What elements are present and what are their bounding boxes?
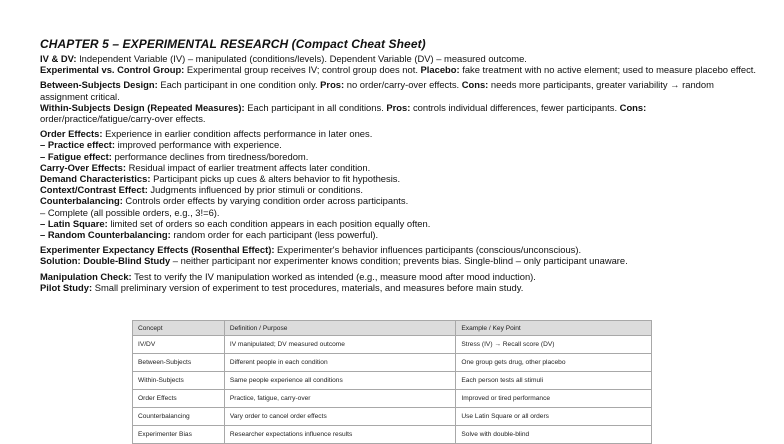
table-cell: Counterbalancing	[133, 408, 225, 426]
table-row	[133, 336, 652, 354]
table-cell: Between-Subjects	[133, 354, 225, 372]
note-carry-over: Carry-Over Effects: Residual impact of earlier treatment affects later condition.	[40, 161, 371, 173]
note-fatigue-effect: – Fatigue effect: performance declines from tiredness/boredom.	[40, 150, 309, 162]
note-complete-counterbalancing: – Complete (all possible orders, e.g., 3!=6).	[40, 206, 220, 218]
table-cell: Experimenter Bias	[133, 426, 225, 444]
table-cell: Researcher expectations influence results	[224, 426, 456, 444]
note-experimenter-expectancy: Experimenter Expectancy Effects (Rosenthal Effect): Experimenter's behavior influences participants (conscious/unconscious).	[40, 244, 582, 256]
table-cell: Order Effects	[133, 390, 225, 408]
table-cell: Same people experience all conditions	[224, 372, 456, 390]
summary-table	[132, 320, 652, 444]
table-header-cell: Example / Key Point	[456, 321, 652, 336]
table-cell: IV manipulated; DV measured outcome	[224, 336, 456, 354]
table-row	[133, 354, 652, 372]
note-random-counterbalancing: – Random Counterbalancing: random order for each participant (less powerful).	[40, 229, 379, 241]
table-row	[133, 390, 652, 408]
table-header-cell: Definition / Purpose	[224, 321, 456, 336]
table-cell: Practice, fatigue, carry-over	[224, 390, 456, 408]
note-context-effect: Context/Contrast Effect: Judgments influenced by prior stimuli or conditions.	[40, 184, 364, 196]
note-within-subjects: Within-Subjects Design (Repeated Measures): Each participant in all conditions. Pros: controls individual differences, fewer participants. Cons: order/practice/fatigue/carry-over effects.	[40, 101, 647, 125]
note-order-effects: Order Effects: Experience in earlier condition affects performance in later ones.	[40, 128, 373, 140]
note-counterbalancing: Counterbalancing: Controls order effects by varying condition order across participants.	[40, 195, 409, 207]
table-cell: Each person tests all stimuli	[456, 372, 652, 390]
note-between-subjects: Between-Subjects Design: Each participant in one condition only. Pros: no order/carry-over effects. Cons: needs more participants, greater variability → random assignment critical.	[40, 79, 714, 102]
note-latin-square: – Latin Square: limited set of orders so each condition appears in each position equally often.	[40, 217, 431, 229]
table-cell: One group gets drug, other placebo	[456, 354, 652, 372]
table-cell: Stress (IV) → Recall score (DV)	[456, 336, 652, 354]
table-cell: Use Latin Square or all orders	[456, 408, 652, 426]
table-cell: Improved or tired performance	[456, 390, 652, 408]
note-pilot-study: Pilot Study: Small preliminary version of experiment to test procedures, materials, and measures before main study.	[40, 281, 524, 293]
note-double-blind: Solution: Double-Blind Study – neither participant nor experimenter knows condition; prevents bias. Single-blind – only participant unaware.	[40, 255, 628, 267]
table-cell: Different people in each condition	[224, 354, 456, 372]
table-cell: Vary order to cancel order effects	[224, 408, 456, 426]
note-manipulation-check: Manipulation Check: Test to verify the IV manipulation worked as intended (e.g., measure mood after mood induction).	[40, 270, 536, 282]
page-title: CHAPTER 5 – EXPERIMENTAL RESEARCH (Compact Cheat Sheet)	[40, 37, 426, 51]
table-row	[133, 408, 652, 426]
table-cell: Within-Subjects	[133, 372, 225, 390]
table-cell: IV/DV	[133, 336, 225, 354]
note-demand-characteristics: Demand Characteristics: Participant picks up cues & alters behavior to fit hypothesis.	[40, 173, 401, 185]
notes-body	[40, 53, 760, 293]
table-cell: Solve with double-blind	[456, 426, 652, 444]
table-header-row	[133, 321, 652, 336]
note-practice-effect: – Practice effect: improved performance with experience.	[40, 139, 282, 151]
table-header-cell: Concept	[133, 321, 225, 336]
note-groups: Experimental vs. Control Group: Experimental group receives IV; control group does not. Placebo: fake treatment with no active element; used to measure placebo effect.	[40, 64, 756, 76]
table-row	[133, 372, 652, 390]
note-iv-dv: IV & DV: Independent Variable (IV) – manipulated (conditions/levels). Dependent Variable (DV) – measured outcome.	[40, 53, 527, 64]
